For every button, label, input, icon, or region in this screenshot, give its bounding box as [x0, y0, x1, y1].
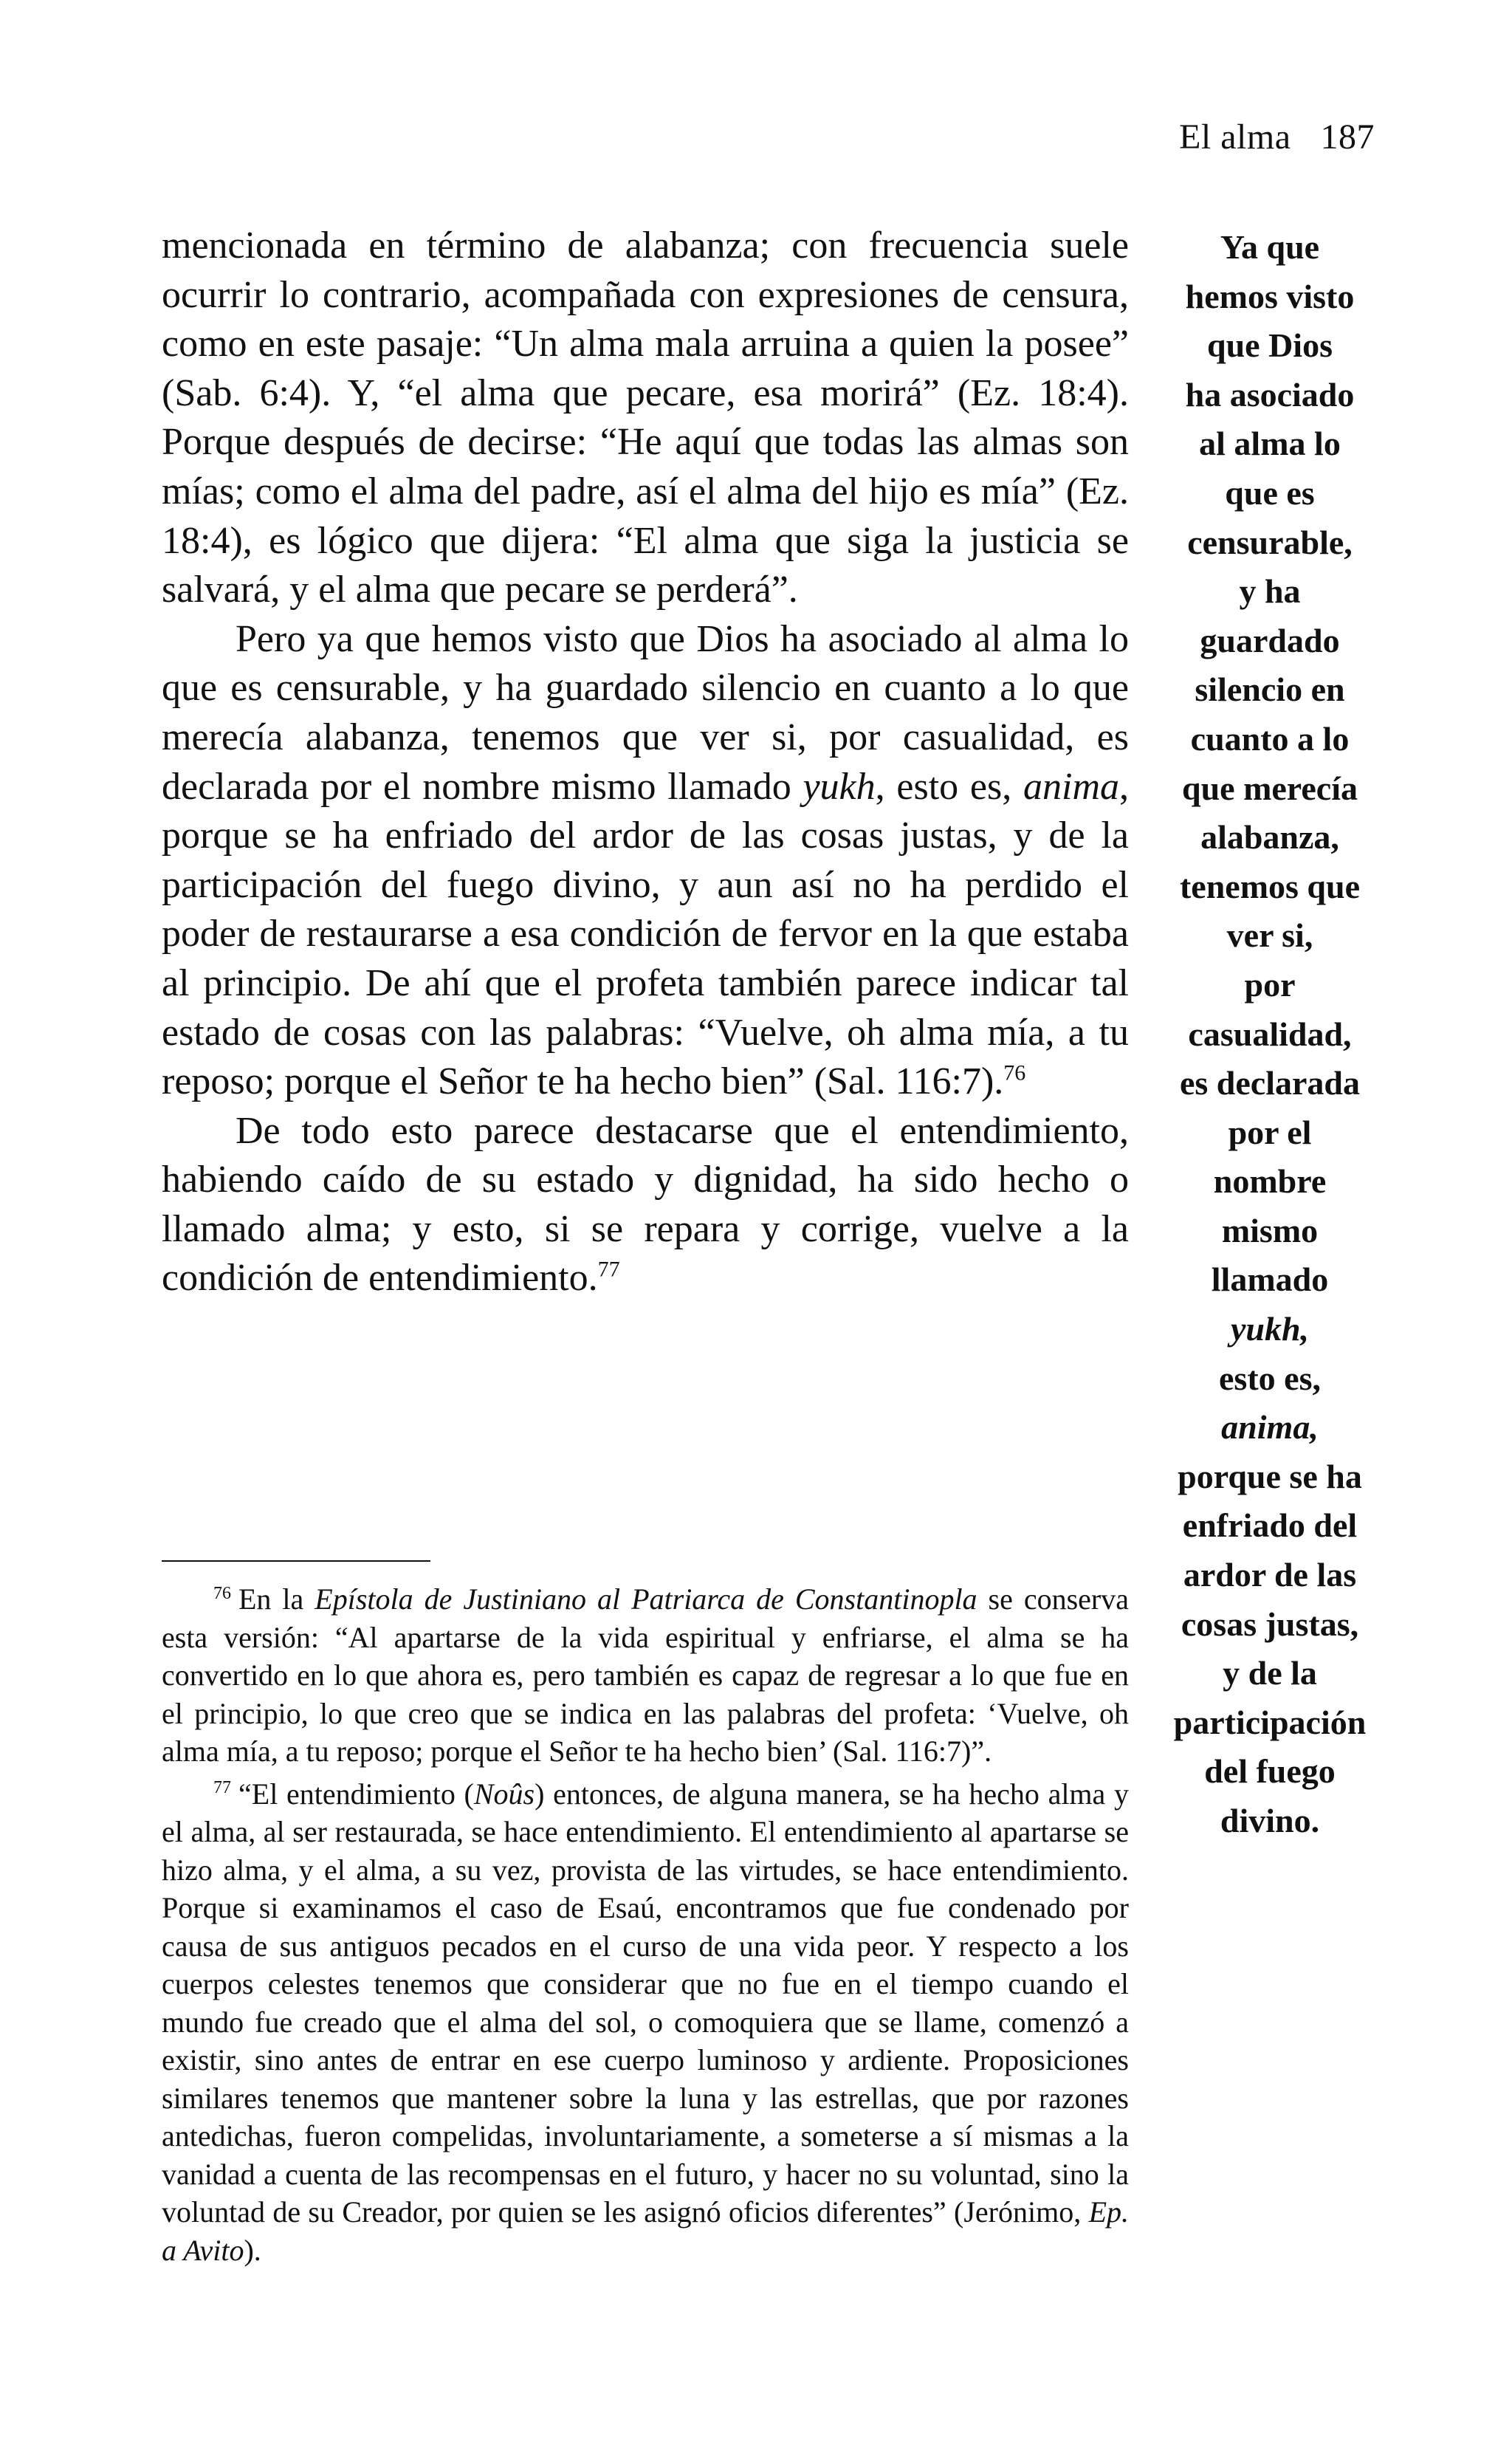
footnotes: [162, 1580, 1129, 2274]
footnote-ref-76[interactable]: 76: [1003, 1060, 1026, 1085]
margin-line: alabanza,: [1200, 818, 1339, 857]
margin-line: esto es,: [1219, 1359, 1321, 1397]
margin-line: mismo: [1221, 1211, 1319, 1249]
margin-line: hemos visto: [1185, 277, 1355, 315]
footnote-76-text-a: En la: [238, 1582, 315, 1616]
margin-line: del fuego: [1204, 1752, 1336, 1791]
footnote-77-number: 77: [213, 1778, 231, 1798]
paragraph-2-text-b: , esto es,: [875, 765, 1023, 808]
paragraph-2: [162, 615, 1129, 1107]
paragraph-3: [162, 1107, 1129, 1303]
margin-line: que Dios: [1207, 326, 1333, 365]
paragraph-2-text-a: Pero ya que hemos visto que Dios ha asociado al alma lo que es censurable, y ha guardado silencio en cuanto a lo que merecía alabanza, tenemos que ver si, por casualidad, es declarada por el nombre mismo llamado: [162, 617, 1129, 808]
footnote-76-source-title: Epístola de Justiniano al Patriarca de Constantinopla: [315, 1582, 977, 1616]
footnote-76-number: 76: [213, 1583, 231, 1603]
margin-line: porque se ha: [1178, 1457, 1362, 1495]
margin-line: cosas justas,: [1181, 1605, 1359, 1643]
margin-line: guardado: [1200, 621, 1340, 659]
main-text: [162, 222, 1129, 1303]
footnote-76-text-b: se conserva esta versión: “Al apartarse de la vida espiritual y enfriarse, el alma se ha convertido en lo que ahora es, pero también es capaz de regresar a lo que fue en el principio, lo que creo que se indica en las palabras del profeta: ‘Vuelve, oh alma mía, a tu reposo; porque el Señor te ha hecho bien’ (Sal. 116:7)”.: [162, 1582, 1129, 1768]
page-number: 187: [1320, 117, 1375, 157]
margin-line: enfriado del: [1182, 1506, 1358, 1545]
footnote-77-text-a: “El entendimiento (: [238, 1777, 474, 1811]
footnote-77-source-title: Ep. a Avito: [162, 2195, 1129, 2267]
footnote-ref-77[interactable]: 77: [597, 1258, 620, 1283]
margin-line: es declarada: [1179, 1064, 1360, 1102]
margin-line: y ha: [1239, 572, 1301, 611]
term-yukh: yukh: [803, 765, 876, 808]
paragraph-3-text: De todo esto parece destacarse que el entendimiento, habiendo caído de su estado y dignidad, ha sido hecho o llamado alma; y esto, si se repara y corrige, vuelve a la condición de entendimiento.: [162, 1109, 1129, 1300]
margin-line: llamado: [1211, 1260, 1329, 1299]
term-anima: anima: [1023, 765, 1119, 808]
margin-line: censurable,: [1187, 523, 1353, 561]
margin-line-anima: anima,: [1221, 1408, 1319, 1447]
margin-line: ver si,: [1226, 916, 1313, 955]
running-title: El alma: [1179, 117, 1291, 157]
paragraph-1: mencionada en término de alabanza; con frecuencia suele ocurrir lo contrario, acompañada con expresiones de censura, como en este pasaje: “Un alma mala arruina a quien la posee” (Sab. 6:4). Y, “el alma que pecare, esa morirá” (Ez. 18:4). Porque después de decirse: “He aquí que todas las almas son mías; como el alma del padre, así el alma del hijo es mía” (Ez. 18:4), es lógico que dijera: “El alma que siga la justicia se salvará, y el alma que pecare se perderá”.: [162, 224, 1129, 611]
footnote-77-text-b: ) entonces, de alguna manera, se ha hecho alma y el alma, al ser restaurada, se hace entendimiento. El entendimiento al apartarse se hizo alma, y el alma, a su vez, provista de las virtudes, se hace entendimiento. Porque si examinamos el caso de Esaú, encontramos que fue condenado por causa de sus antiguos pecados en el curso de una vida peor. Y respecto a los cuerpos celestes tenemos que considerar que no fue en el tiempo cuando el mundo fue creado que el alma del sol, o comoquiera que se llame, comenzó a existir, sino antes de entrar en ese cuerpo luminoso y ardiente. Proposiciones similares tenemos que mantener sobre la luna y las estrellas, que por razones antedichas, fueron compelidas, involuntariamente, a someterse a sí mismas a la vanidad a cuenta de las recompensas en el futuro, y hacer no su voluntad, sino la voluntad de su Creador, por quien se les asignó oficios diferentes” (Jerónimo,: [162, 1777, 1129, 2229]
margin-line: tenemos que: [1179, 867, 1361, 905]
term-nous: Noûs: [473, 1777, 535, 1811]
margin-line: y de la: [1223, 1654, 1317, 1692]
paragraph-2-text-c: , porque se ha enfriado del ardor de las cosas justas, y de la participación del fuego divino, y aun así no ha perdido el poder de restaurarse a esa condición de fervor en la que estaba al principio. De ahí que el profeta también parece indicar tal estado de cosas con las palabras: “Vuelve, oh alma mía, a tu reposo; porque el Señor te ha hecho bien” (Sal. 116:7).: [162, 765, 1129, 1103]
margin-line: silencio en: [1195, 670, 1345, 709]
margin-line: por el: [1228, 1113, 1312, 1151]
margin-line: al alma lo: [1199, 425, 1341, 463]
margin-line: ha asociado: [1185, 375, 1355, 414]
margin-line: que es: [1225, 473, 1315, 512]
footnote-77-text-c: ).: [244, 2233, 261, 2267]
footnote-76: [162, 1580, 1129, 1771]
margin-line: por: [1244, 965, 1296, 1004]
footnote-separator: [162, 1560, 430, 1562]
margin-line: cuanto a lo: [1190, 719, 1350, 758]
margin-line: nombre: [1213, 1162, 1327, 1201]
running-header: [1179, 117, 1375, 157]
margin-line: casualidad,: [1188, 1015, 1352, 1053]
margin-line: que merecía: [1181, 769, 1358, 807]
margin-line: ardor de las: [1183, 1556, 1357, 1594]
footnote-77: [162, 1775, 1129, 2270]
margin-line: participación: [1173, 1703, 1367, 1741]
margin-line-yukh: yukh,: [1230, 1310, 1310, 1348]
margin-line: divino.: [1220, 1802, 1320, 1839]
margin-summary: [1152, 223, 1388, 1846]
margin-line: Ya que: [1220, 228, 1320, 266]
